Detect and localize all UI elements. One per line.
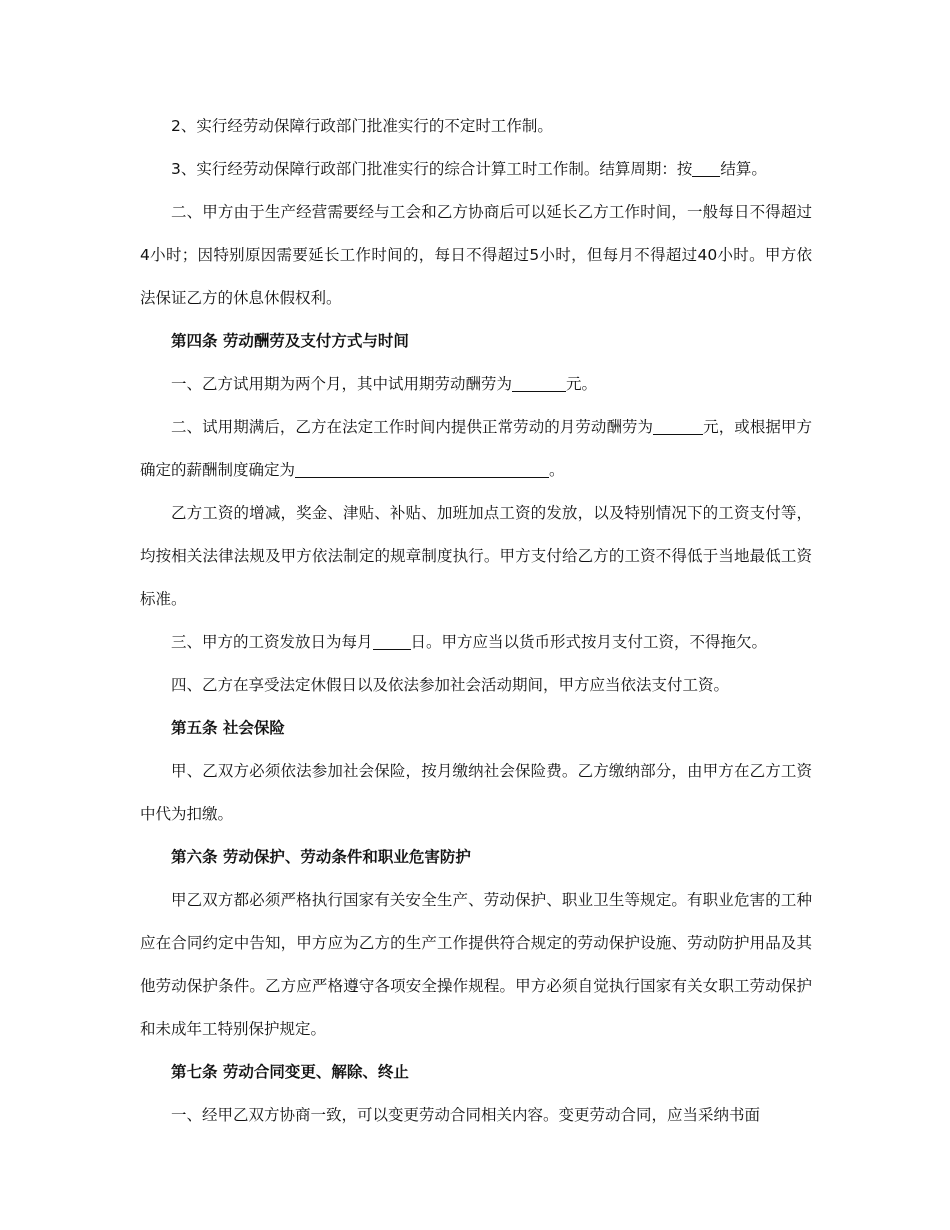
paragraph-overtime bbox=[140, 191, 812, 320]
paragraph-irregular-hours bbox=[140, 105, 812, 148]
paragraph-text: 。 bbox=[549, 461, 565, 479]
paragraph-text: 甲乙双方都必须严格执行国家有关安全生产、劳动保护、职业卫生等规定。有职业危害的工种应在合同约定中告知，甲方应为乙方的生产工作提供符合规定的劳动保护设施、劳动防护用品及其他劳动保护条件。乙方应严格遵守各项安全操作规程。甲方必须自觉执行国家有关女职工劳动保护和未成年工特别保护规定。 bbox=[140, 891, 812, 1038]
paragraph-text: 乙方工资的增减，奖金、津贴、补贴、加班加点工资的发放，以及特别情况下的工资支付等，均按相关法律法规及甲方依法制定的规章制度执行。甲方支付给乙方的工资不得低于当地最低工资标准。 bbox=[140, 504, 812, 608]
paragraph-contract-change bbox=[140, 1094, 812, 1137]
article-6-heading bbox=[140, 836, 812, 879]
trial-pay-blank bbox=[512, 376, 566, 393]
article-4-heading bbox=[140, 320, 812, 363]
paragraph-text: 四、乙方在享受法定休假日以及依法参加社会活动期间，甲方应当依法支付工资。 bbox=[171, 676, 730, 694]
paragraph-text: 二、甲方由于生产经营需要经与工会和乙方协商后可以延长乙方工作时间，一般每日不得超过4小时；因特别原因需要延长工作时间的，每日不得超过5小时，但每月不得超过40小时。甲方依法保证乙方的休息休假权利。 bbox=[140, 203, 812, 307]
monthly-pay-blank bbox=[653, 419, 703, 436]
paragraph-text: 一、乙方试用期为两个月，其中试用期劳动酬劳为 bbox=[171, 375, 513, 393]
article-7-heading bbox=[140, 1051, 812, 1094]
paragraph-text: 结算。 bbox=[720, 160, 767, 178]
article-5-heading bbox=[140, 707, 812, 750]
payday-blank bbox=[373, 634, 411, 651]
paragraph-wage-adjustments bbox=[140, 492, 812, 621]
paragraph-text: 二、试用期满后，乙方在法定工作时间内提供正常劳动的月劳动酬劳为 bbox=[171, 418, 654, 436]
heading-text: 第四条 劳动酬劳及支付方式与时间 bbox=[171, 332, 409, 350]
settlement-period-blank bbox=[692, 161, 720, 178]
salary-system-blank bbox=[295, 462, 549, 479]
paragraph-text: 甲、乙双方必须依法参加社会保险，按月缴纳社会保险费。乙方缴纳部分，由甲方在乙方工资中代为扣缴。 bbox=[140, 762, 812, 823]
paragraph-comprehensive-hours bbox=[140, 148, 812, 191]
paragraph-text: 元。 bbox=[566, 375, 598, 393]
heading-text: 第七条 劳动合同变更、解除、终止 bbox=[171, 1063, 409, 1081]
paragraph-text: 元，或根据甲方确定的薪酬制度确定为 bbox=[140, 418, 812, 479]
paragraph-trial-pay bbox=[140, 363, 812, 406]
heading-text: 第六条 劳动保护、劳动条件和职业危害防护 bbox=[171, 848, 471, 866]
paragraph-labor-protection bbox=[140, 879, 812, 1051]
paragraph-text: 2、实行经劳动保障行政部门批准实行的不定时工作制。 bbox=[171, 117, 553, 135]
paragraph-text: 三、甲方的工资发放日为每月 bbox=[171, 633, 373, 651]
heading-text: 第五条 社会保险 bbox=[171, 719, 285, 737]
paragraph-text: 3、实行经劳动保障行政部门批准实行的综合计算工时工作制。结算周期：按 bbox=[171, 160, 693, 178]
paragraph-payday bbox=[140, 621, 812, 664]
document-body bbox=[140, 105, 812, 1137]
paragraph-text: 日。甲方应当以货币形式按月支付工资，不得拖欠。 bbox=[410, 633, 768, 651]
paragraph-text: 一、经甲乙双方协商一致，可以变更劳动合同相关内容。变更劳动合同，应当采纳书面 bbox=[171, 1106, 761, 1124]
paragraph-monthly-pay bbox=[140, 406, 812, 492]
paragraph-social-insurance bbox=[140, 750, 812, 836]
paragraph-holiday-pay bbox=[140, 664, 812, 707]
